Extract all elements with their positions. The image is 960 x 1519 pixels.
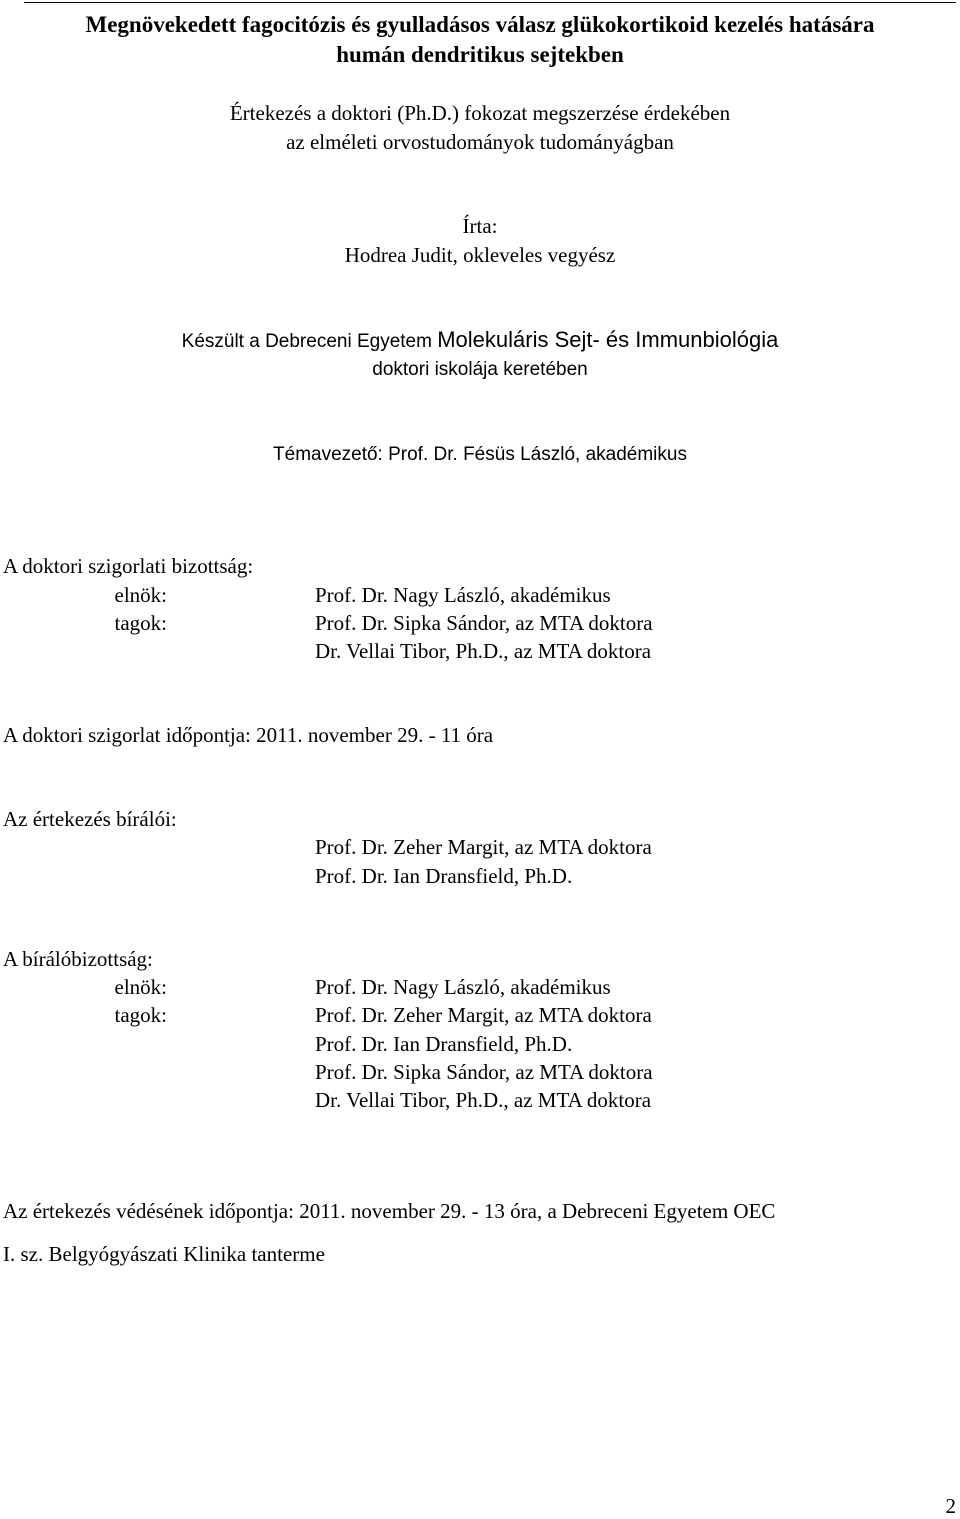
top-rule xyxy=(24,2,956,3)
review-committee-member: Prof. Dr. Sipka Sándor, az MTA doktora xyxy=(315,1060,653,1084)
reviewers-heading: Az értekezés bírálói: xyxy=(3,807,177,831)
exam-date: A doktori szigorlat időpontja: 2011. november 29. - 11 óra xyxy=(3,723,494,747)
thesis-title-line-2: humán dendritikus sejtekben xyxy=(336,42,624,67)
school-line-2: doktori iskolája keretében xyxy=(372,359,588,380)
review-committee-chair: Prof. Dr. Nagy László, akadémikus xyxy=(315,975,611,999)
page-number: 2 xyxy=(945,1494,956,1518)
exam-committee-chair-label: elnök: xyxy=(114,583,167,607)
dissertation-line-2: az elméleti orvostudományok tudományágban xyxy=(286,130,674,154)
dissertation-line-1: Értekezés a doktori (Ph.D.) fokozat megszerzése érdekében xyxy=(229,101,731,125)
review-committee-member: Dr. Vellai Tibor, Ph.D., az MTA doktora xyxy=(315,1088,652,1112)
review-committee-heading: A bírálóbizottság: xyxy=(3,947,153,971)
reviewer-name: Prof. Dr. Zeher Margit, az MTA doktora xyxy=(315,835,652,859)
school-name: Molekuláris Sejt- és Immunbiológia xyxy=(437,327,779,352)
supervisor: Témavezető: Prof. Dr. Fésüs László, akadémikus xyxy=(273,444,687,465)
school-line-1 xyxy=(0,329,960,351)
defense-line-2: I. sz. Belgyógyászati Klinika tanterme xyxy=(3,1242,325,1266)
author-label: Írta: xyxy=(462,214,498,238)
review-committee-member: Prof. Dr. Zeher Margit, az MTA doktora xyxy=(315,1003,652,1027)
exam-committee-members-label: tagok: xyxy=(114,611,167,635)
review-committee-members-label: tagok: xyxy=(114,1003,167,1027)
defense-line-1: Az értekezés védésének időpontja: 2011. november 29. - 13 óra, a Debreceni Egyetem OEC xyxy=(3,1199,776,1223)
review-committee-chair-label: elnök: xyxy=(114,975,167,999)
exam-committee-chair: Prof. Dr. Nagy László, akadémikus xyxy=(315,583,611,607)
author-name: Hodrea Judit, okleveles vegyész xyxy=(344,243,616,267)
reviewer-name: Prof. Dr. Ian Dransfield, Ph.D. xyxy=(315,864,573,888)
review-committee-member: Prof. Dr. Ian Dransfield, Ph.D. xyxy=(315,1032,573,1056)
school-prefix: Készült a Debreceni Egyetem xyxy=(181,331,438,352)
thesis-title-line-1: Megnövekedett fagocitózis és gyulladásos válasz glükokortikoid kezelés hatására xyxy=(85,12,875,37)
exam-committee-member: Dr. Vellai Tibor, Ph.D., az MTA doktora xyxy=(315,639,652,663)
exam-committee-heading: A doktori szigorlati bizottság: xyxy=(3,554,254,578)
exam-committee-member: Prof. Dr. Sipka Sándor, az MTA doktora xyxy=(315,611,653,635)
